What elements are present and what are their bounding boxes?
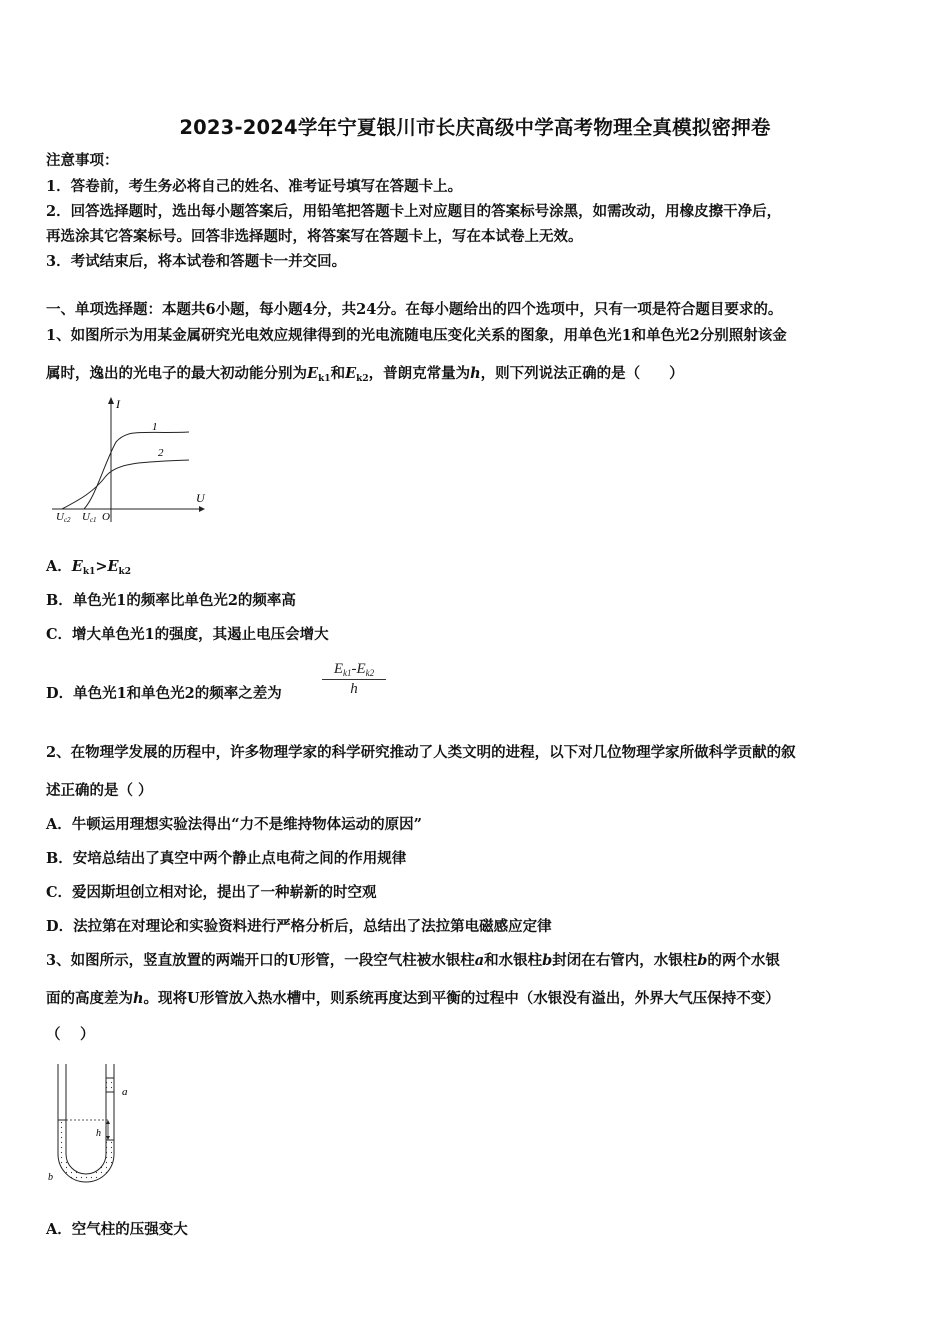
q3-stem-line2: 面的高度差为h。现将U形管放入热水槽中，则系统再度达到平衡的过程中（水银没有溢出，外界大气压保持不变） xyxy=(46,990,780,1007)
label-b: b xyxy=(48,1172,53,1183)
mercury-column-a xyxy=(106,1078,114,1092)
q2-option-b[interactable]: B．安培总结出了真空中两个静止点电荷之间的作用规律 xyxy=(46,850,407,867)
q2-stem-line1: 2、在物理学发展的历程中，许多物理学家的科学研究推动了人类文明的进程，以下对几位物理学家所做科学贡献的叙 xyxy=(46,744,796,761)
q2-option-a[interactable]: A．牛顿运用理想实验法得出“力不是维持物体运动的原因” xyxy=(46,816,422,833)
q1-option-d[interactable]: D．单色光1和单色光2的频率之差为 xyxy=(46,685,282,702)
notice-item-1: 1．答卷前，考生务必将自己的姓名、准考证号填写在答题卡上。 xyxy=(46,178,463,195)
page-title: 2023-2024学年宁夏银川市长庆高级中学高考物理全真模拟密押卷 xyxy=(179,116,771,139)
curve-2-label: 2 xyxy=(158,447,164,459)
tube-inner xyxy=(66,1064,106,1174)
curve-1 xyxy=(84,432,189,509)
h-arrow-up xyxy=(106,1120,110,1124)
h-arrow-down xyxy=(106,1136,110,1140)
q1-stem-line1: 1、如图所示为用某金属研究光电效应规律得到的光电流随电压变化关系的图象，用单色光1和单色光2分别照射该金 xyxy=(46,327,787,344)
i-axis-arrow xyxy=(108,397,114,404)
q2-stem-line2: 述正确的是（ ） xyxy=(46,782,153,799)
section-heading: 一、单项选择题：本题共6小题，每小题4分，共24分。在每小题给出的四个选项中，只有一项是符合题目要求的。 xyxy=(46,301,783,318)
u-axis-arrow xyxy=(199,506,205,512)
curve-1-label: 1 xyxy=(152,421,158,433)
notice-item-3: 3．考试结束后，将本试卷和答题卡一并交回。 xyxy=(46,253,347,270)
q3-u-tube-figure xyxy=(44,1060,144,1200)
uc1-label: Uc1 xyxy=(82,511,97,524)
q3-stem-line1: 3、如图所示，竖直放置的两端开口的U形管，一段空气柱被水银柱a和水银柱b封闭在右管内，水银柱b的两个水银 xyxy=(46,952,780,969)
q3-option-a[interactable]: A．空气柱的压强变大 xyxy=(46,1221,188,1238)
q1-stem-line2: 属时，逸出的光电子的最大初动能分别为$E_{k1}$和$E_{k2}$，普朗克常量为h，则下列说法正确的是（ ） xyxy=(46,365,684,384)
q1-iu-graph xyxy=(44,392,224,532)
q1-option-b[interactable]: B．单色光1的频率比单色光2的频率高 xyxy=(46,592,296,609)
q3-stem-line3: （ ） xyxy=(46,1026,95,1043)
q1-option-c[interactable]: C．增大单色光1的强度，其遏止电压会增大 xyxy=(46,626,329,643)
notice-heading: 注意事项： xyxy=(46,152,119,169)
curve-2 xyxy=(62,460,189,509)
uc2-label: Uc2 xyxy=(56,511,71,524)
axis-u-label: U xyxy=(196,491,205,505)
origin-label: O xyxy=(102,511,110,523)
label-a: a xyxy=(122,1086,128,1098)
q1-option-a[interactable]: A．$E_{k1}>E_{k2}$ xyxy=(46,558,132,577)
notice-item-2-cont: 再选涂其它答案标号。回答非选择题时，将答案写在答题卡上，写在本试卷上无效。 xyxy=(46,228,583,245)
label-h: h xyxy=(96,1128,101,1139)
notice-item-2: 2．回答选择题时，选出每小题答案后，用铅笔把答题卡上对应题目的答案标号涂黑，如需改动，用橡皮擦干净后， xyxy=(46,203,782,220)
q2-option-c[interactable]: C．爱因斯坦创立相对论，提出了一种崭新的时空观 xyxy=(46,884,377,901)
q1-option-d-fraction: $\frac{E_{k1}-E_{k2}}{h}$ xyxy=(322,661,386,698)
q2-option-d[interactable]: D．法拉第在对理论和实验资料进行严格分析后，总结出了法拉第电磁感应定律 xyxy=(46,918,552,935)
axis-i-label: I xyxy=(116,397,120,411)
